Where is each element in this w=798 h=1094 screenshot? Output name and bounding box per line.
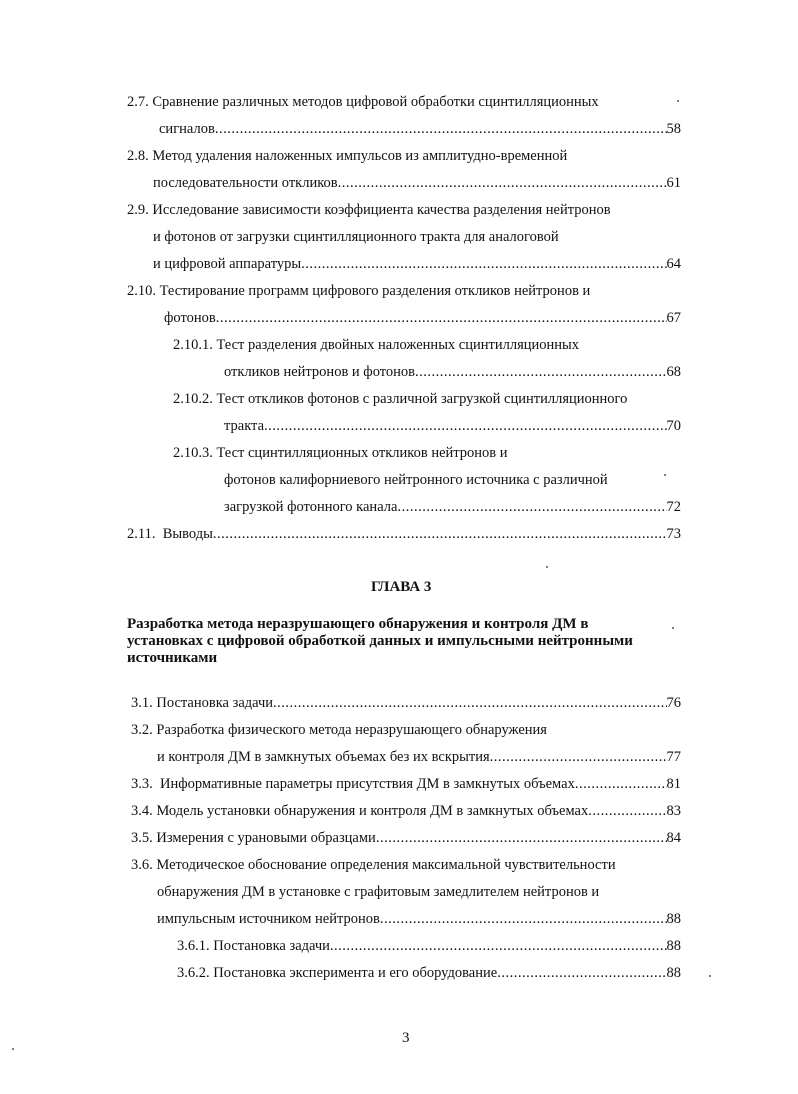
page-ref: 81	[666, 776, 681, 792]
toc-entry-2-10-2-line1: 2.10.2. Тест откликов фотонов с различной загрузкой сцинтилляционного	[173, 391, 628, 407]
toc-entry-2-10-3-leader: загрузкой фотонного канала ..... 72	[224, 498, 681, 516]
page-ref: 58	[666, 121, 681, 137]
scan-speck	[12, 1048, 14, 1050]
page-ref: 88	[666, 911, 681, 927]
toc-entry-3-6-1: 3.6.1. Постановка задачи ..... 88	[177, 937, 681, 955]
page-ref: 84	[666, 830, 681, 846]
toc-entry-2-9-line1: 2.9. Исследование зависимости коэффициента качества разделения нейтронов	[127, 202, 611, 218]
toc-entry-3-6-line2: обнаружения ДМ в установке с графитовым замедлителем нейтронов и	[157, 884, 600, 900]
page-ref: 72	[666, 499, 681, 515]
chapter-label: ГЛАВА 3	[371, 579, 432, 595]
scan-speck	[546, 566, 548, 568]
page-ref: 88	[666, 938, 681, 954]
page-ref: 83	[666, 803, 681, 819]
page-number: 3	[402, 1030, 410, 1046]
toc-entry-2-7-line1: 2.7. Сравнение различных методов цифровой обработки сцинтилляционных	[127, 94, 599, 110]
toc-entry-3-3: 3.3. Информативные параметры присутствия ДМ в замкнутых объемах ..... 81	[131, 775, 681, 793]
toc-entry-2-11: 2.11. Выводы ..... 73	[127, 525, 681, 543]
toc-entry-2-8-line1: 2.8. Метод удаления наложенных импульсов из амплитудно-временной	[127, 148, 568, 164]
toc-entry-2-10-3-line1: 2.10.3. Тест сцинтилляционных откликов нейтронов и	[173, 445, 508, 461]
chapter-title-line3: источниками	[127, 650, 218, 666]
toc-entry-3-2-leader: и контроля ДМ в замкнутых объемах без их вскрытия ..... 77	[157, 748, 681, 766]
toc-entry-2-9-leader: и цифровой аппаратуры ..... 64	[153, 255, 681, 273]
page-ref: 68	[666, 364, 681, 380]
toc-entry-2-7-leader: сигналов ..... 58	[159, 120, 681, 138]
scan-speck	[677, 100, 679, 102]
toc-entry-2-10-1-line1: 2.10.1. Тест разделения двойных наложенных сцинтилляционных	[173, 337, 580, 353]
toc-entry-3-2-line1: 3.2. Разработка физического метода неразрушающего обнаружения	[131, 722, 547, 738]
toc-entry-2-8-leader: последовательности откликов ..... 61	[153, 174, 681, 192]
page-ref: 88	[666, 965, 681, 981]
toc-entry-3-4: 3.4. Модель установки обнаружения и контроля ДМ в замкнутых объемах ..... 83	[131, 802, 681, 820]
toc-entry-2-10-leader: фотонов ..... 67	[164, 309, 681, 327]
toc-entry-3-6-2: 3.6.2. Постановка эксперимента и его оборудование ..... 88	[177, 964, 681, 982]
toc-entry-3-6-line1: 3.6. Методическое обоснование определения максимальной чувствительности	[131, 857, 616, 873]
page-ref: 76	[666, 695, 681, 711]
page-ref: 64	[666, 256, 681, 272]
toc-entry-3-1: 3.1. Постановка задачи ..... 76	[131, 694, 681, 712]
toc-entry-2-10-1-leader: откликов нейтронов и фотонов ..... 68	[224, 363, 681, 381]
scan-speck	[664, 474, 666, 476]
toc-entry-2-9-line2: и фотонов от загрузки сцинтилляционного тракта для аналоговой	[153, 229, 559, 245]
page-ref: 67	[666, 310, 681, 326]
page-ref: 70	[666, 418, 681, 434]
toc-entry-2-10-3-line2: фотонов калифорниевого нейтронного источника с различной	[224, 472, 608, 488]
scan-speck	[672, 627, 674, 629]
page-ref: 77	[666, 749, 681, 765]
chapter-title-line1: Разработка метода неразрушающего обнаружения и контроля ДМ в	[127, 616, 589, 632]
page-ref: 73	[666, 526, 681, 542]
page-ref: 61	[666, 175, 681, 191]
toc-entry-2-10-2-leader: тракта ..... 70	[224, 417, 681, 435]
toc-entry-2-10-line1: 2.10. Тестирование программ цифрового разделения откликов нейтронов и	[127, 283, 591, 299]
toc-entry-3-6-leader: импульсным источником нейтронов ..... 88	[157, 910, 681, 928]
toc-entry-3-5: 3.5. Измерения с урановыми образцами ..... 84	[131, 829, 681, 847]
chapter-title-line2: установках с цифровой обработкой данных и импульсными нейтронными	[127, 633, 633, 649]
scan-speck	[709, 975, 711, 977]
